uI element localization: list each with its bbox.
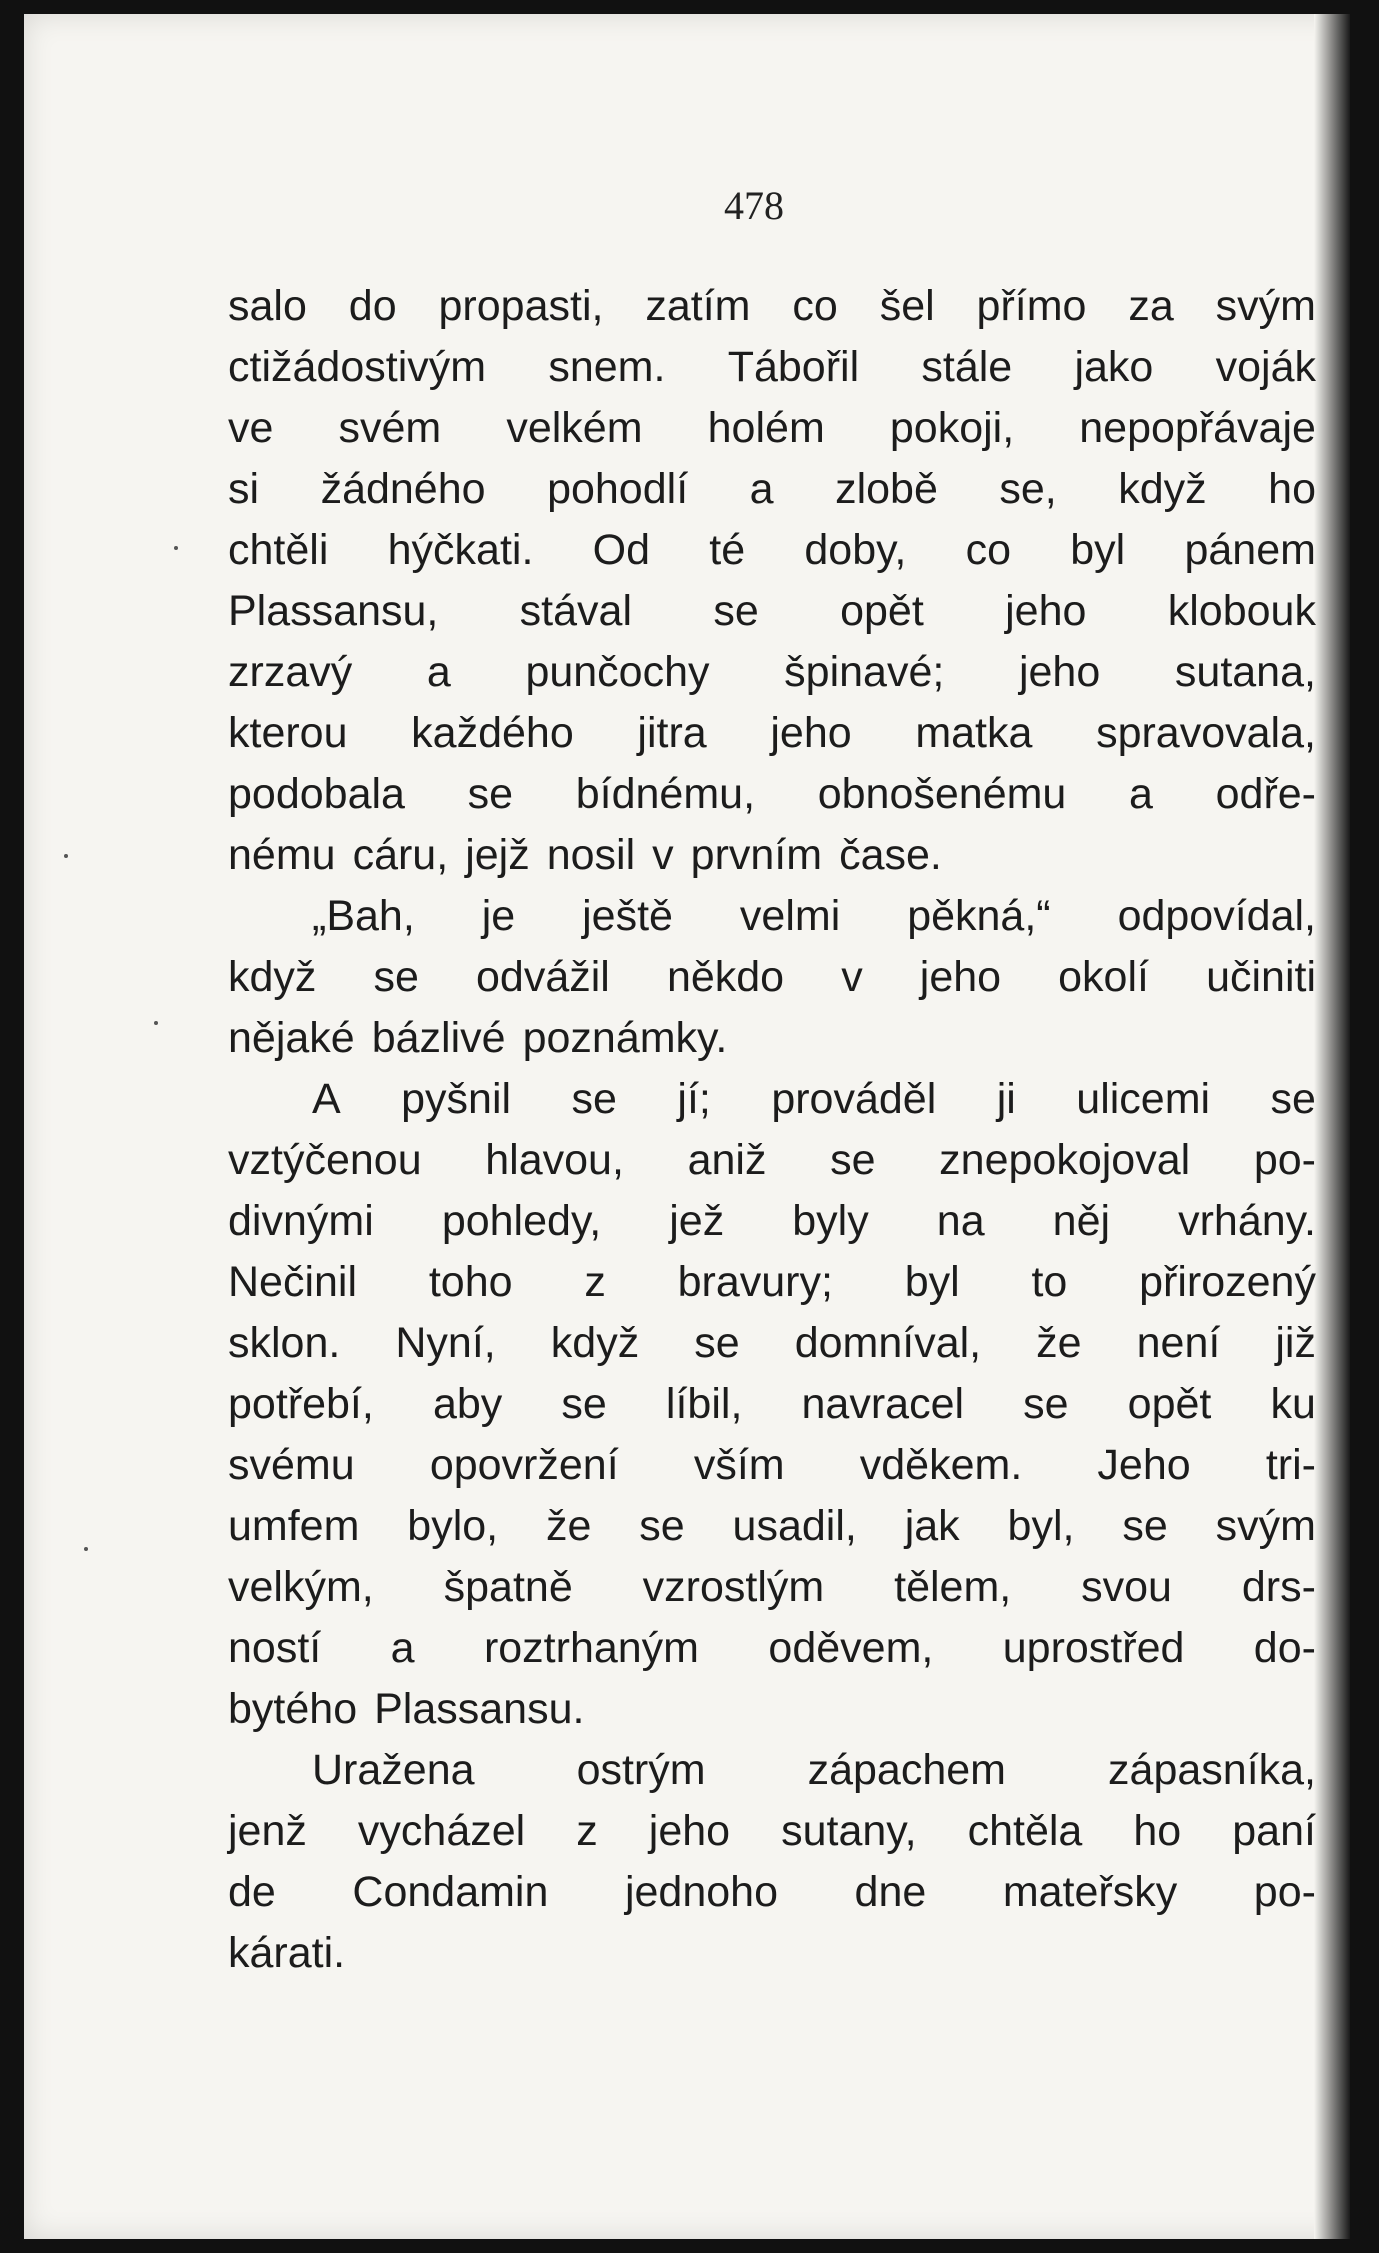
word: ností xyxy=(228,1624,322,1672)
word: šel xyxy=(879,282,935,330)
word: svým xyxy=(1215,282,1316,330)
word: odvážil xyxy=(476,953,610,1001)
word: v xyxy=(841,953,863,1001)
word: ještě xyxy=(582,892,673,940)
word: a xyxy=(749,465,774,513)
text-line xyxy=(228,825,1316,886)
word: jeho xyxy=(648,1807,731,1855)
word: okolí xyxy=(1058,953,1149,1001)
text-line xyxy=(228,1130,1316,1191)
word: A xyxy=(312,1075,341,1123)
text-line xyxy=(228,1313,1316,1374)
word: Nyní, xyxy=(395,1319,496,1367)
word: domníval, xyxy=(794,1319,982,1367)
word: někdo xyxy=(666,953,785,1001)
text-line xyxy=(228,764,1316,825)
word: nému xyxy=(228,831,336,879)
word: když xyxy=(550,1319,640,1367)
word: se xyxy=(571,1075,617,1123)
word: jejž xyxy=(465,831,530,879)
word: pyšnil xyxy=(401,1075,512,1123)
word: Uražena xyxy=(312,1746,475,1794)
word: pohledy, xyxy=(441,1197,602,1245)
text-line xyxy=(228,642,1316,703)
word: kterou xyxy=(228,709,348,757)
word: kárati. xyxy=(228,1929,346,1977)
word: se xyxy=(561,1380,607,1428)
word: spravovala, xyxy=(1096,709,1316,757)
word: jednoho xyxy=(624,1868,778,1916)
word: opovržení xyxy=(429,1441,619,1489)
word: punčochy xyxy=(525,648,710,696)
word: ku xyxy=(1270,1380,1316,1428)
word: voják xyxy=(1215,343,1316,391)
text-line xyxy=(228,1801,1316,1862)
word: zatím xyxy=(645,282,751,330)
word: hlavou, xyxy=(485,1136,624,1184)
word: byl, xyxy=(1007,1502,1075,1550)
word: špatně xyxy=(443,1563,573,1611)
word: do xyxy=(348,282,397,330)
text-line xyxy=(228,1069,1316,1130)
word: uprostřed xyxy=(1002,1624,1185,1672)
word: byly xyxy=(792,1197,869,1245)
word: po- xyxy=(1253,1868,1316,1916)
word: Plassansu, xyxy=(228,587,439,635)
word: špinavé; xyxy=(784,648,945,696)
text-line xyxy=(228,520,1316,581)
word: se, xyxy=(999,465,1057,513)
word: již xyxy=(1275,1319,1316,1367)
text-line xyxy=(228,1008,1316,1069)
word: přímo xyxy=(976,282,1087,330)
word: sutany, xyxy=(781,1807,917,1855)
paper-speck xyxy=(84,1547,88,1551)
text-line xyxy=(228,459,1316,520)
word: navracel xyxy=(801,1380,965,1428)
paper-speck xyxy=(154,1021,158,1025)
word: zápachem xyxy=(807,1746,1006,1794)
word: velkém xyxy=(506,404,643,452)
word: jí; xyxy=(677,1075,711,1123)
word: jak xyxy=(904,1502,960,1550)
word: co xyxy=(965,526,1012,574)
word: chtěla xyxy=(967,1807,1083,1855)
word: svém xyxy=(338,404,442,452)
word: odře- xyxy=(1215,770,1316,818)
word: a xyxy=(426,648,451,696)
word: tělem, xyxy=(894,1563,1012,1611)
word: sklon. xyxy=(228,1319,341,1367)
word: bídnému, xyxy=(575,770,756,818)
word: paní xyxy=(1232,1807,1316,1855)
word: odpovídal, xyxy=(1117,892,1316,940)
word: divnými xyxy=(228,1197,374,1245)
word: nepopřávaje xyxy=(1079,404,1316,452)
word: jeho xyxy=(1018,648,1101,696)
word: opět xyxy=(840,587,924,635)
word: „Bah, xyxy=(312,892,415,940)
word: ho xyxy=(1133,1807,1182,1855)
text-line xyxy=(228,276,1316,337)
word: co xyxy=(792,282,838,330)
word: doby, xyxy=(804,526,907,574)
word: roztrhaným xyxy=(483,1624,700,1672)
word: oděvem, xyxy=(768,1624,934,1672)
word: Plassansu. xyxy=(374,1685,585,1733)
word: to xyxy=(1031,1258,1068,1306)
book-page xyxy=(24,14,1350,2239)
word: prvním xyxy=(690,831,823,879)
text-line xyxy=(228,1618,1316,1679)
word: pánem xyxy=(1184,526,1316,574)
word: ji xyxy=(996,1075,1016,1123)
word: je xyxy=(481,892,516,940)
text-line xyxy=(228,1374,1316,1435)
word: holém xyxy=(707,404,825,452)
word: se xyxy=(1270,1075,1316,1123)
word: Condamin xyxy=(352,1868,549,1916)
word: vzrostlým xyxy=(642,1563,825,1611)
word: pěkná,“ xyxy=(907,892,1051,940)
word: se xyxy=(373,953,419,1001)
text-line xyxy=(228,1862,1316,1923)
word: podobala xyxy=(228,770,405,818)
word: bravury; xyxy=(677,1258,833,1306)
word: se xyxy=(830,1136,876,1184)
word: potřebí, xyxy=(228,1380,374,1428)
word: snem. xyxy=(548,343,666,391)
word: z xyxy=(576,1807,598,1855)
word: chtěli xyxy=(228,526,329,574)
word: poznámky. xyxy=(522,1014,728,1062)
word: umfem xyxy=(228,1502,360,1550)
word: v xyxy=(652,831,674,879)
word: se xyxy=(1023,1380,1069,1428)
word: svou xyxy=(1081,1563,1172,1611)
word: jeho xyxy=(919,953,1002,1001)
word: té xyxy=(709,526,746,574)
word: zrzavý xyxy=(228,648,353,696)
word: se xyxy=(467,770,514,818)
text-line xyxy=(228,1923,1316,1984)
word: Od xyxy=(592,526,651,574)
word: znepokojoval xyxy=(939,1136,1191,1184)
text-line xyxy=(228,886,1316,947)
text-line xyxy=(228,1557,1316,1618)
word: stával xyxy=(519,587,633,635)
body-text xyxy=(228,276,1316,1984)
word: jeho xyxy=(1005,587,1087,635)
text-line xyxy=(228,947,1316,1008)
word: vztýčenou xyxy=(228,1136,422,1184)
word: svým xyxy=(1215,1502,1316,1550)
word: do- xyxy=(1253,1624,1316,1672)
word: učiniti xyxy=(1206,953,1316,1001)
word: na xyxy=(936,1197,985,1245)
word: bytého xyxy=(228,1685,358,1733)
word: drs- xyxy=(1241,1563,1316,1611)
word: se xyxy=(639,1502,685,1550)
word: že xyxy=(545,1502,592,1550)
word: se xyxy=(694,1319,740,1367)
word: velmi xyxy=(739,892,841,940)
word: a xyxy=(390,1624,415,1672)
word: obnošenému xyxy=(817,770,1067,818)
word: zlobě xyxy=(835,465,938,513)
word: hýčkati. xyxy=(387,526,534,574)
word: jenž xyxy=(228,1807,307,1855)
word: žádného xyxy=(320,465,486,513)
word: nosil xyxy=(546,831,636,879)
word: po- xyxy=(1253,1136,1316,1184)
word: velkým, xyxy=(228,1563,374,1611)
word: propasti, xyxy=(438,282,604,330)
text-line xyxy=(228,398,1316,459)
word: ostrým xyxy=(576,1746,706,1794)
word: toho xyxy=(428,1258,513,1306)
word: nějaké xyxy=(228,1014,355,1062)
word: usadil, xyxy=(732,1502,857,1550)
word: jeho xyxy=(770,709,852,757)
word: ho xyxy=(1268,465,1316,513)
word: se xyxy=(1122,1502,1168,1550)
word: matka xyxy=(915,709,1033,757)
word: stále xyxy=(921,343,1013,391)
word: není xyxy=(1136,1319,1221,1367)
word: přirozený xyxy=(1139,1258,1316,1306)
word: svému xyxy=(228,1441,355,1489)
word: pokoji, xyxy=(889,404,1015,452)
word: líbil, xyxy=(665,1380,743,1428)
paper-speck xyxy=(174,546,178,550)
word: klobouk xyxy=(1167,587,1316,635)
word: každého xyxy=(411,709,574,757)
word: Tábořil xyxy=(727,343,860,391)
word: a xyxy=(1129,770,1153,818)
word: čase. xyxy=(839,831,942,879)
word: z xyxy=(584,1258,606,1306)
word: bázlivé xyxy=(371,1014,506,1062)
text-line xyxy=(228,337,1316,398)
word: vycházel xyxy=(357,1807,526,1855)
page-edge-shadow xyxy=(1314,14,1350,2239)
word: mateřsky xyxy=(1002,1868,1178,1916)
word: za xyxy=(1128,282,1174,330)
word: si xyxy=(228,465,260,513)
word: vrhány. xyxy=(1178,1197,1316,1245)
word: něj xyxy=(1052,1197,1111,1245)
text-line xyxy=(228,1191,1316,1252)
word: de xyxy=(228,1868,276,1916)
text-line xyxy=(228,1740,1316,1801)
word: zápasníka, xyxy=(1108,1746,1316,1794)
word: dne xyxy=(854,1868,927,1916)
word: Nečinil xyxy=(228,1258,358,1306)
word: když xyxy=(228,953,317,1001)
text-line xyxy=(228,1496,1316,1557)
word: ctižádostivým xyxy=(228,343,487,391)
word: jako xyxy=(1074,343,1154,391)
page-number: 478 xyxy=(724,183,784,228)
word: vděkem. xyxy=(859,1441,1023,1489)
word: se xyxy=(713,587,759,635)
word: bylo, xyxy=(407,1502,499,1550)
word: jež xyxy=(669,1197,725,1245)
word: ulicemi xyxy=(1076,1075,1211,1123)
word: když xyxy=(1118,465,1207,513)
word: sutana, xyxy=(1174,648,1316,696)
word: byl xyxy=(904,1258,960,1306)
text-line xyxy=(228,703,1316,764)
word: tri- xyxy=(1265,1441,1316,1489)
word: jitra xyxy=(637,709,707,757)
word: aniž xyxy=(687,1136,767,1184)
word: aby xyxy=(432,1380,503,1428)
word: že xyxy=(1036,1319,1082,1367)
paper-speck xyxy=(64,854,68,858)
word: opět xyxy=(1127,1380,1212,1428)
word: salo xyxy=(228,282,307,330)
word: Jeho xyxy=(1097,1441,1191,1489)
text-line xyxy=(228,581,1316,642)
word: vším xyxy=(693,1441,785,1489)
text-line xyxy=(228,1679,1316,1740)
word: ve xyxy=(228,404,274,452)
text-line xyxy=(228,1252,1316,1313)
word: cáru, xyxy=(352,831,449,879)
word: prováděl xyxy=(771,1075,937,1123)
word: byl xyxy=(1070,526,1126,574)
word: pohodlí xyxy=(547,465,689,513)
text-line xyxy=(228,1435,1316,1496)
